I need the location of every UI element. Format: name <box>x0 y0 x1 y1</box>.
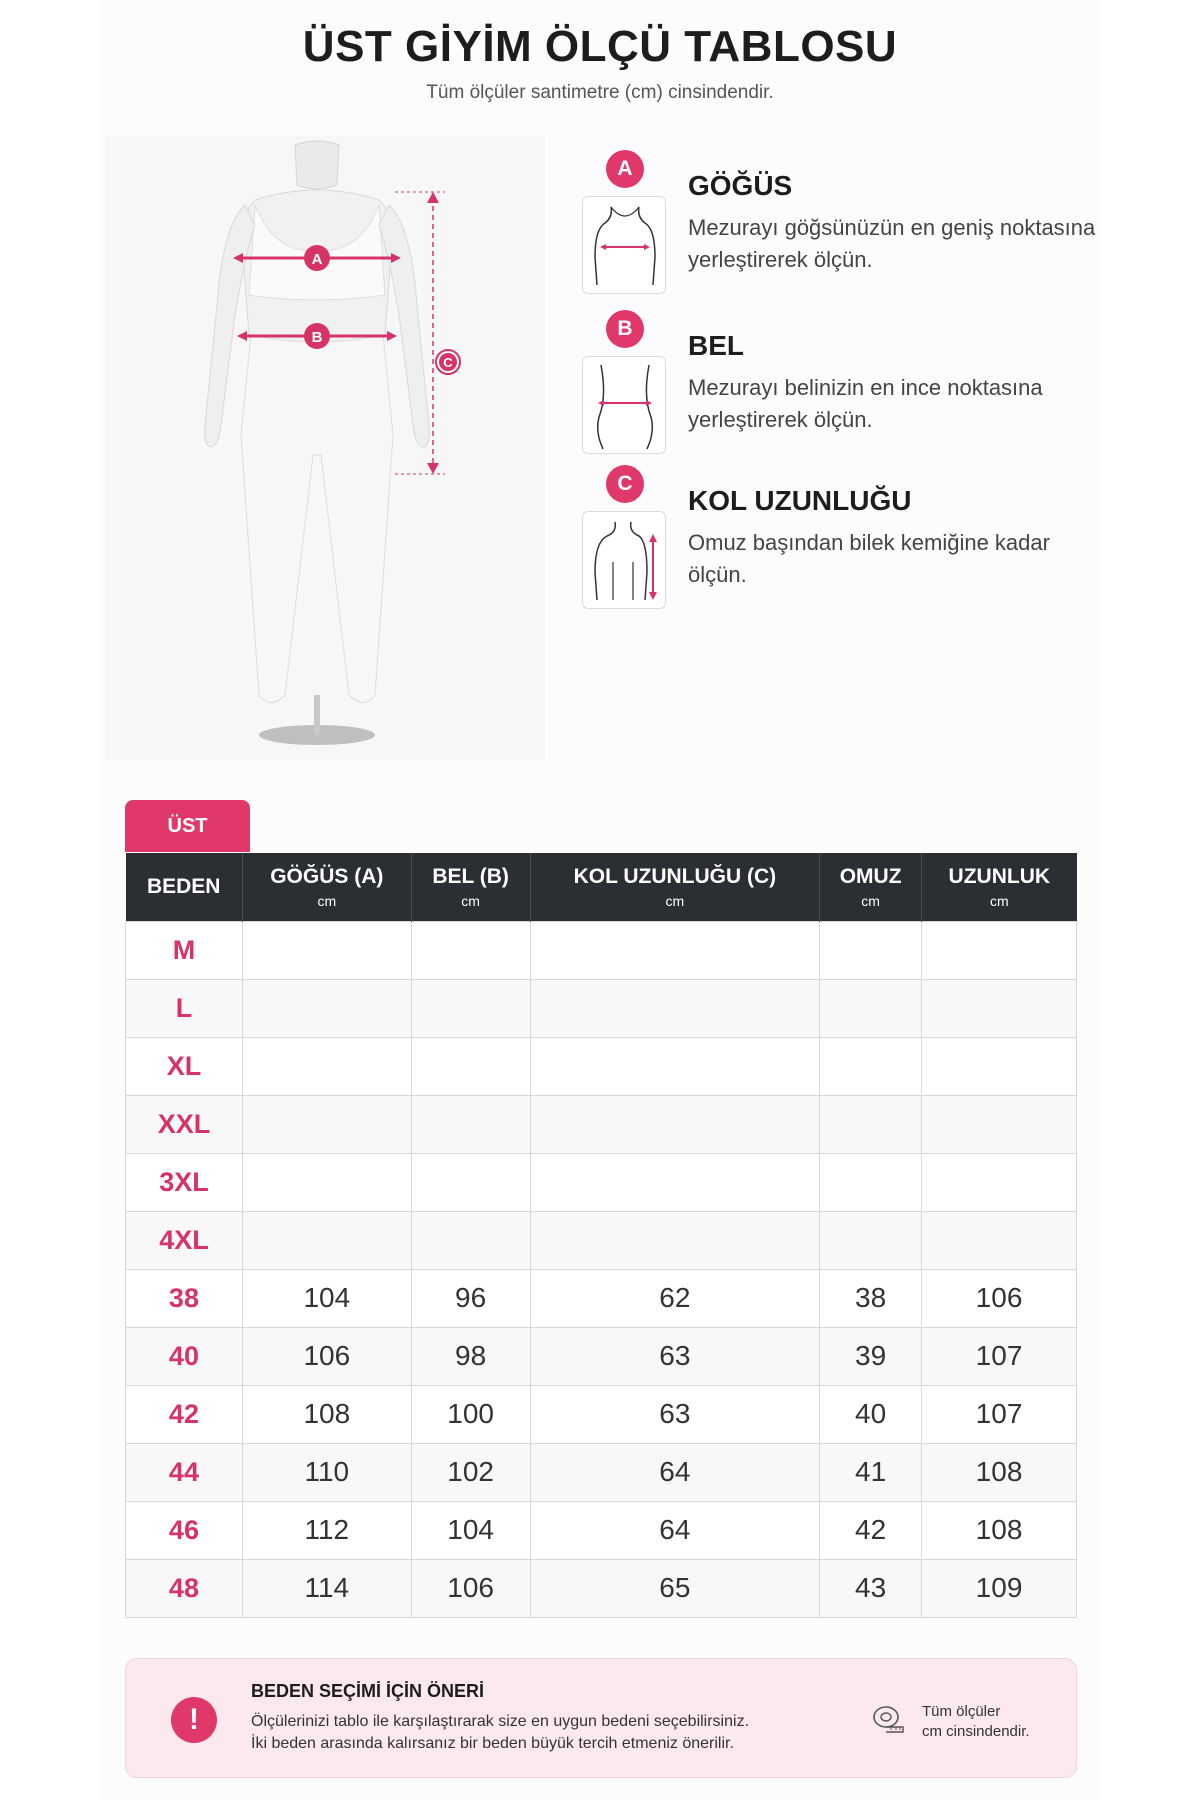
cell-size: L <box>126 979 243 1037</box>
cell-waist: 104 <box>411 1501 530 1559</box>
cell-length <box>922 921 1077 979</box>
measurement-description: Mezurayı belinizin en ince noktasına yerleştirerek ölçün. <box>688 375 1043 432</box>
table-header-row <box>126 853 1077 921</box>
size-advice-note <box>125 1658 1077 1778</box>
cell-sleeve <box>530 1037 820 1095</box>
measurement-chest <box>582 150 1102 290</box>
table-row <box>126 1037 1077 1095</box>
cell-shoulder: 42 <box>820 1501 922 1559</box>
cell-chest: 108 <box>242 1385 411 1443</box>
cell-size: XXL <box>126 1095 243 1153</box>
cell-length: 108 <box>922 1443 1077 1501</box>
cell-length: 107 <box>922 1327 1077 1385</box>
page-subtitle: Tüm ölçüler santimetre (cm) cinsindendir. <box>426 82 774 103</box>
cell-sleeve: 62 <box>530 1269 820 1327</box>
cell-sleeve: 63 <box>530 1327 820 1385</box>
table-row <box>126 1095 1077 1153</box>
cell-sleeve: 63 <box>530 1385 820 1443</box>
cell-waist: 100 <box>411 1385 530 1443</box>
measurement-waist <box>582 310 1102 450</box>
cell-sleeve: 64 <box>530 1443 820 1501</box>
unit-note-line: cm cinsindendir. <box>922 1723 1030 1740</box>
table-row <box>126 1327 1077 1385</box>
cell-size: 42 <box>126 1385 243 1443</box>
tab-ust[interactable]: ÜST <box>125 800 250 852</box>
badge-c: C <box>606 465 644 503</box>
cell-chest <box>242 979 411 1037</box>
figure-label-a: A <box>311 251 323 268</box>
cell-shoulder <box>820 1153 922 1211</box>
cell-shoulder <box>820 979 922 1037</box>
cell-shoulder: 41 <box>820 1443 922 1501</box>
cell-shoulder: 40 <box>820 1385 922 1443</box>
cell-waist <box>411 1037 530 1095</box>
cell-size: 4XL <box>126 1211 243 1269</box>
cell-shoulder: 43 <box>820 1559 922 1617</box>
badge-a: A <box>606 150 644 188</box>
cell-chest <box>242 1153 411 1211</box>
unit-note-line: Tüm ölçüler <box>922 1703 1001 1720</box>
cell-waist: 106 <box>411 1559 530 1617</box>
cell-chest: 106 <box>242 1327 411 1385</box>
cell-waist <box>411 1211 530 1269</box>
cell-chest: 110 <box>242 1443 411 1501</box>
cell-shoulder: 39 <box>820 1327 922 1385</box>
cell-chest: 114 <box>242 1559 411 1617</box>
cell-shoulder <box>820 921 922 979</box>
cell-size: 44 <box>126 1443 243 1501</box>
cell-waist <box>411 1095 530 1153</box>
cell-sleeve <box>530 921 820 979</box>
cell-chest <box>242 1211 411 1269</box>
cell-size: 48 <box>126 1559 243 1617</box>
cell-chest <box>242 921 411 979</box>
cell-waist: 102 <box>411 1443 530 1501</box>
cell-length <box>922 1153 1077 1211</box>
cell-waist: 98 <box>411 1327 530 1385</box>
cell-size: 40 <box>126 1327 243 1385</box>
cell-waist <box>411 1153 530 1211</box>
cell-sleeve <box>530 1211 820 1269</box>
badge-b: B <box>606 310 644 348</box>
cell-chest <box>242 1037 411 1095</box>
cell-waist <box>411 921 530 979</box>
col-header-sleeve: KOL UZUNLUĞU (C) cm <box>530 853 820 921</box>
cell-length <box>922 1211 1077 1269</box>
note-title: BEDEN SEÇİMİ İÇİN ÖNERİ <box>251 1681 485 1701</box>
measurement-title: KOL UZUNLUĞU <box>688 485 912 516</box>
col-header-waist: BEL (B) cm <box>411 853 530 921</box>
cell-sleeve <box>530 979 820 1037</box>
cell-chest: 104 <box>242 1269 411 1327</box>
table-row <box>126 921 1077 979</box>
mannequin-figure <box>105 135 545 760</box>
cell-shoulder: 38 <box>820 1269 922 1327</box>
measurement-description: Omuz başından bilek kemiğine kadar ölçün. <box>688 530 1050 587</box>
table-row <box>126 1153 1077 1211</box>
cell-chest: 112 <box>242 1501 411 1559</box>
col-header-chest: GÖĞÜS (A) cm <box>242 853 411 921</box>
cell-chest <box>242 1095 411 1153</box>
figure-label-b: B <box>311 329 323 346</box>
page-title: ÜST GİYİM ÖLÇÜ TABLOSU <box>302 22 898 71</box>
measurement-sleeve <box>582 465 1102 605</box>
alert-icon: ! <box>171 1697 217 1743</box>
measurement-title: BEL <box>688 330 744 361</box>
measurement-description: Mezurayı göğsünüzün en geniş noktasına yerleştirerek ölçün. <box>688 215 1096 272</box>
cell-size: 3XL <box>126 1153 243 1211</box>
cell-sleeve: 64 <box>530 1501 820 1559</box>
figure-label-c: C <box>443 355 453 370</box>
note-text-line: İki beden arasında kalırsanız bir beden büyük tercih etmeniz önerilir. <box>251 1735 734 1752</box>
cell-sleeve: 65 <box>530 1559 820 1617</box>
cell-length: 108 <box>922 1501 1077 1559</box>
table-row <box>126 1443 1077 1501</box>
waist-diagram-icon <box>582 356 666 454</box>
cell-shoulder <box>820 1095 922 1153</box>
cell-waist: 96 <box>411 1269 530 1327</box>
table-row <box>126 979 1077 1037</box>
cell-length <box>922 979 1077 1037</box>
cell-length: 107 <box>922 1385 1077 1443</box>
cell-sleeve <box>530 1153 820 1211</box>
table-row <box>126 1559 1077 1617</box>
table-row <box>126 1501 1077 1559</box>
cell-length: 109 <box>922 1559 1077 1617</box>
cell-length <box>922 1037 1077 1095</box>
cell-sleeve <box>530 1095 820 1153</box>
table-row <box>126 1211 1077 1269</box>
size-table <box>125 853 1077 1618</box>
cell-waist <box>411 979 530 1037</box>
mannequin-illustration <box>105 135 545 760</box>
cell-length: 106 <box>922 1269 1077 1327</box>
cell-shoulder <box>820 1211 922 1269</box>
chest-diagram-icon <box>582 196 666 294</box>
cell-size: 46 <box>126 1501 243 1559</box>
measuring-tape-icon <box>871 1701 907 1737</box>
table-row <box>126 1385 1077 1443</box>
table-row <box>126 1269 1077 1327</box>
cell-size: M <box>126 921 243 979</box>
col-header-size: BEDEN <box>126 853 243 921</box>
cell-size: 38 <box>126 1269 243 1327</box>
cell-length <box>922 1095 1077 1153</box>
note-text-line: Ölçülerinizi tablo ile karşılaştırarak size en uygun bedeni seçebilirsiniz. <box>251 1713 750 1730</box>
cell-shoulder <box>820 1037 922 1095</box>
col-header-length: UZUNLUK cm <box>922 853 1077 921</box>
measurement-title: GÖĞÜS <box>688 170 793 201</box>
cell-size: XL <box>126 1037 243 1095</box>
sleeve-diagram-icon <box>582 511 666 609</box>
col-header-shoulder: OMUZ cm <box>820 853 922 921</box>
